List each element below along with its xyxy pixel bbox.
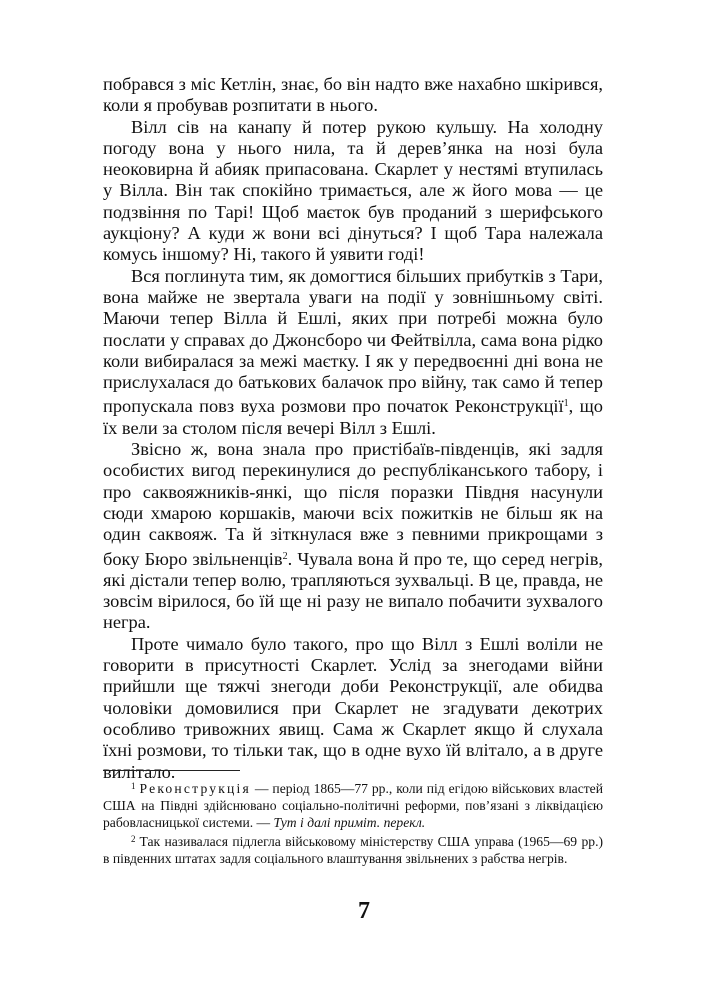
paragraph-3 xyxy=(103,266,603,439)
footnote-1 xyxy=(103,778,603,831)
footnote-ref-2: 2 xyxy=(282,550,288,562)
footnote-1-note: Тут і далі приміт. перекл. xyxy=(273,815,426,830)
paragraph-3-end: , що їх вели за столом після вечері Вілл з Ешлі. xyxy=(103,396,603,438)
paragraph-4-text: Звісно ж, вона знала про пристібаїв-південців, які задля особистих вигод перекинулися до республіканського табору, і про саквояжників-янкі, що після поразки Півдня насунули сюди хмарою коршаків, маючи всіх пожитків не більш як на один саквояж. Та й зіткнулася вже з певними прикрощами з боку Бюро звільненців xyxy=(103,439,603,569)
footnote-divider xyxy=(103,770,240,771)
paragraph-3-text: Вся поглинута тим, як домогтися більших прибутків з Тари, вона майже не звертала уваги на події у зовнішньому світі. Маючи тепер Вілла й Ешлі, яких при потребі можна було послати у справах до Джонсборо чи Фейтвілла, сама вона рідко коли вибиралася за межі маєтку. І як у передвоєнні дні вона не прислухалася до батькових балачок про війну, так само й тепер пропускала повз вуха розмови про початок Реконструкції xyxy=(103,265,603,417)
footnote-2-text: Так називалася підлегла військовому міністерству США управа (1965—69 рр.) в південних штатах задля соціального влаштування звільнених з рабства негрів. xyxy=(103,834,603,866)
footnote-1-term: Реконструкція xyxy=(139,781,251,796)
body-text xyxy=(103,74,603,783)
footnote-1-text: — період 1865—77 рр., коли під егідою військових властей США на Півдні здійснювано соціально-політичні реформи, пов’язані з ліквідацією рабовласницької системи. — xyxy=(103,781,603,830)
footnote-2 xyxy=(103,831,603,867)
footnote-ref-1: 1 xyxy=(563,398,569,410)
footnotes xyxy=(103,778,603,867)
page-number: 7 xyxy=(358,898,370,924)
paragraph-5: Проте чимало було такого, про що Вілл з Ешлі воліли не говорити в присутності Скарлет. Услід за знегодами війни прийшли ще тяжчі знегоди доби Реконструкції, але обидва чоловіки домовилися при Скарлет не згадувати декотрих особливо тривожних явищ. Сама ж Скарлет якщо й слухала їхні розмови, то тільки так, що в одне вухо їй влітало, а в друге вилітало. xyxy=(103,633,603,782)
paragraph-2: Вілл сів на канапу й потер рукою кульшу. На холодну погоду вона у нього нила, та й дерев’янка на нозі була неоковирна й абияк припасована. Скарлет у нестямі втупилась у Вілла. Він так спокійно тримається, але ж його мова — це подзвіння по Тарі! Щоб маєток був проданий з шерифського аукціону? А куди ж вони всі дінуться? І щоб Тара належала комусь іншому? Ні, такого й уявити годі! xyxy=(103,116,603,265)
paragraph-4 xyxy=(103,439,603,634)
paragraph-4-end: . Чувала вона й про те, що серед негрів, які дістали тепер волю, трапляються зухвальці. В це, правда, не зовсім вірилося, бо їй ще ні разу не випало побачити зухвалого негра. xyxy=(103,548,603,633)
paragraph-1: побрався з міс Кетлін, знає, бо він надто вже нахабно шкірився, коли я пробував розпитати в нього. xyxy=(103,74,603,116)
footnote-2-mark: 2 xyxy=(131,834,136,844)
footnote-1-mark: 1 xyxy=(131,781,136,791)
